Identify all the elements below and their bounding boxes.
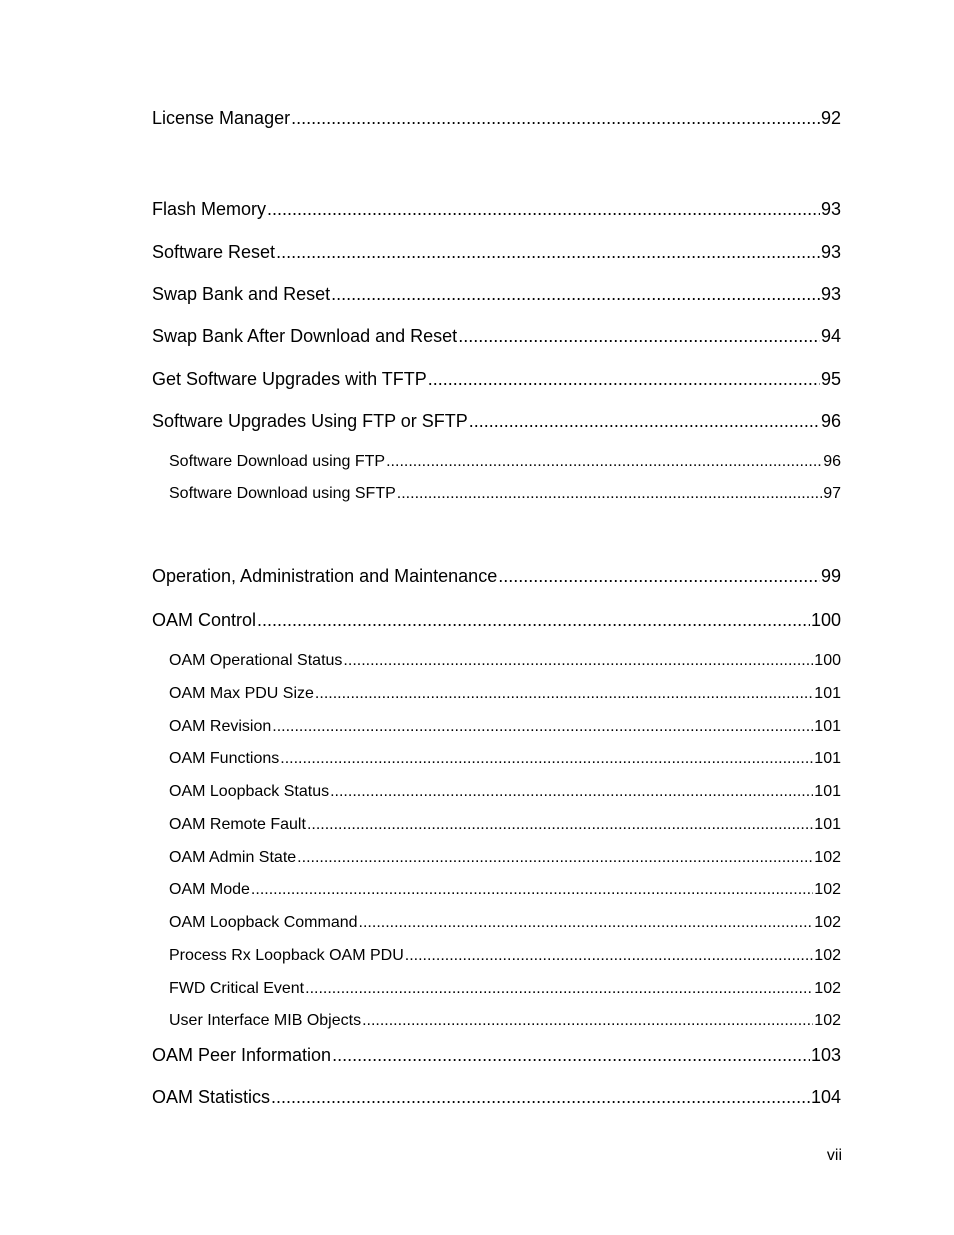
toc-entry-title: OAM Loopback Status — [169, 783, 330, 800]
toc-entry[interactable] — [152, 1044, 841, 1066]
toc-leader-dots — [362, 1011, 813, 1031]
toc-entry-title: OAM Mode — [169, 881, 250, 898]
toc-entry-title: Swap Bank After Download and Reset — [152, 326, 458, 346]
toc-entry-page: 100 — [810, 610, 841, 630]
toc-subentry[interactable] — [169, 684, 841, 704]
toc-entry-title: Process Rx Loopback OAM PDU — [169, 947, 404, 964]
toc-entry-page: 101 — [814, 750, 841, 767]
toc-entry-title: Software Download using SFTP — [169, 485, 396, 502]
toc-entry-page: 99 — [820, 566, 841, 586]
toc-leader-dots — [297, 848, 813, 868]
toc-subentry[interactable] — [169, 484, 841, 504]
toc-entry-title: OAM Control — [152, 610, 257, 630]
toc-subentry[interactable] — [169, 749, 841, 769]
toc-entry-title: FWD Critical Event — [169, 980, 305, 997]
toc-subentry[interactable] — [169, 815, 841, 835]
toc-entry[interactable] — [152, 410, 841, 432]
toc-entry-page: 92 — [820, 108, 841, 128]
toc-entry-page: 93 — [820, 284, 841, 304]
toc-entry[interactable] — [152, 565, 841, 587]
toc-entry[interactable] — [152, 283, 841, 305]
toc-entry-title: Flash Memory — [152, 199, 267, 219]
toc-leader-dots — [315, 684, 813, 704]
toc-entry[interactable] — [152, 368, 841, 390]
toc-subentry[interactable] — [169, 452, 841, 472]
toc-entry-page: 95 — [820, 369, 841, 389]
toc-subentry[interactable] — [169, 1011, 841, 1031]
toc-entry[interactable] — [152, 325, 841, 347]
toc-entry-page: 102 — [814, 947, 841, 964]
toc-leader-dots — [330, 782, 813, 802]
toc-entry-title: Software Download using FTP — [169, 453, 386, 470]
toc-entry-title: OAM Operational Status — [169, 652, 343, 669]
toc-entry-page: 93 — [820, 242, 841, 262]
toc-leader-dots — [405, 946, 814, 966]
toc-leader-dots — [251, 880, 813, 900]
toc-entry-page: 93 — [820, 199, 841, 219]
toc-entry-title: OAM Loopback Command — [169, 914, 358, 931]
toc-entry-page: 104 — [810, 1087, 841, 1107]
toc-entry-title: User Interface MIB Objects — [169, 1012, 362, 1029]
toc-leader-dots — [458, 325, 820, 347]
toc-leader-dots — [498, 565, 820, 587]
toc-entry-title: OAM Functions — [169, 750, 280, 767]
toc-leader-dots — [305, 979, 813, 999]
toc-entry-page: 102 — [814, 849, 841, 866]
toc-subentry[interactable] — [169, 717, 841, 737]
toc-leader-dots — [469, 410, 820, 432]
toc-subentry[interactable] — [169, 848, 841, 868]
toc-subentry[interactable] — [169, 946, 841, 966]
toc-entry-title: OAM Peer Information — [152, 1045, 332, 1065]
toc-leader-dots — [307, 815, 813, 835]
toc-entry-title: Operation, Administration and Maintenance — [152, 566, 498, 586]
toc-entry-title: OAM Statistics — [152, 1087, 271, 1107]
toc-entry-title: OAM Admin State — [169, 849, 297, 866]
toc-entry-page: 96 — [820, 411, 841, 431]
toc-leader-dots — [271, 1086, 810, 1108]
toc-entry[interactable] — [152, 241, 841, 263]
toc-entry[interactable] — [152, 198, 841, 220]
page-number: vii — [826, 1147, 842, 1164]
toc-leader-dots — [257, 609, 810, 631]
toc-entry-page: 101 — [814, 685, 841, 702]
toc-entry-title: Swap Bank and Reset — [152, 284, 331, 304]
toc-entry-page: 102 — [814, 914, 841, 931]
toc-entry-page: 102 — [814, 1012, 841, 1029]
toc-leader-dots — [359, 913, 814, 933]
toc-entry-page: 94 — [820, 326, 841, 346]
toc-leader-dots — [291, 107, 820, 129]
toc-subentry[interactable] — [169, 651, 841, 671]
toc-leader-dots — [332, 1044, 810, 1066]
toc-entry[interactable] — [152, 1086, 841, 1108]
toc-subentry[interactable] — [169, 979, 841, 999]
toc-leader-dots — [280, 749, 813, 769]
toc-entry-title: Software Upgrades Using FTP or SFTP — [152, 411, 468, 431]
toc-leader-dots — [343, 651, 813, 671]
toc-leader-dots — [428, 368, 820, 390]
toc-entry-page: 102 — [814, 881, 841, 898]
toc-entry-title: OAM Revision — [169, 718, 272, 735]
toc-entry-page: 96 — [823, 453, 841, 470]
toc-entry-title: Software Reset — [152, 242, 276, 262]
toc-entry-page: 101 — [814, 718, 841, 735]
toc-entry-page: 103 — [810, 1045, 841, 1065]
toc-entry-title: Get Software Upgrades with TFTP — [152, 369, 427, 389]
toc-leader-dots — [386, 452, 822, 472]
toc-leader-dots — [272, 717, 813, 737]
toc-leader-dots — [267, 198, 820, 220]
toc-entry-page: 97 — [823, 485, 841, 502]
toc-entry-page: 100 — [814, 652, 841, 669]
toc-subentry[interactable] — [169, 880, 841, 900]
toc-leader-dots — [397, 484, 822, 504]
toc-entry-page: 102 — [814, 980, 841, 997]
toc-entry-title: OAM Max PDU Size — [169, 685, 314, 702]
toc-entry-page: 101 — [814, 816, 841, 833]
toc-subentry[interactable] — [169, 913, 841, 933]
toc-entry-page: 101 — [814, 783, 841, 800]
toc-entry[interactable] — [152, 107, 841, 129]
toc-leader-dots — [276, 241, 820, 263]
toc-leader-dots — [331, 283, 820, 305]
toc-entry-title: OAM Remote Fault — [169, 816, 306, 833]
toc-entry[interactable] — [152, 609, 841, 631]
toc-entry-title: License Manager — [152, 108, 291, 128]
toc-subentry[interactable] — [169, 782, 841, 802]
